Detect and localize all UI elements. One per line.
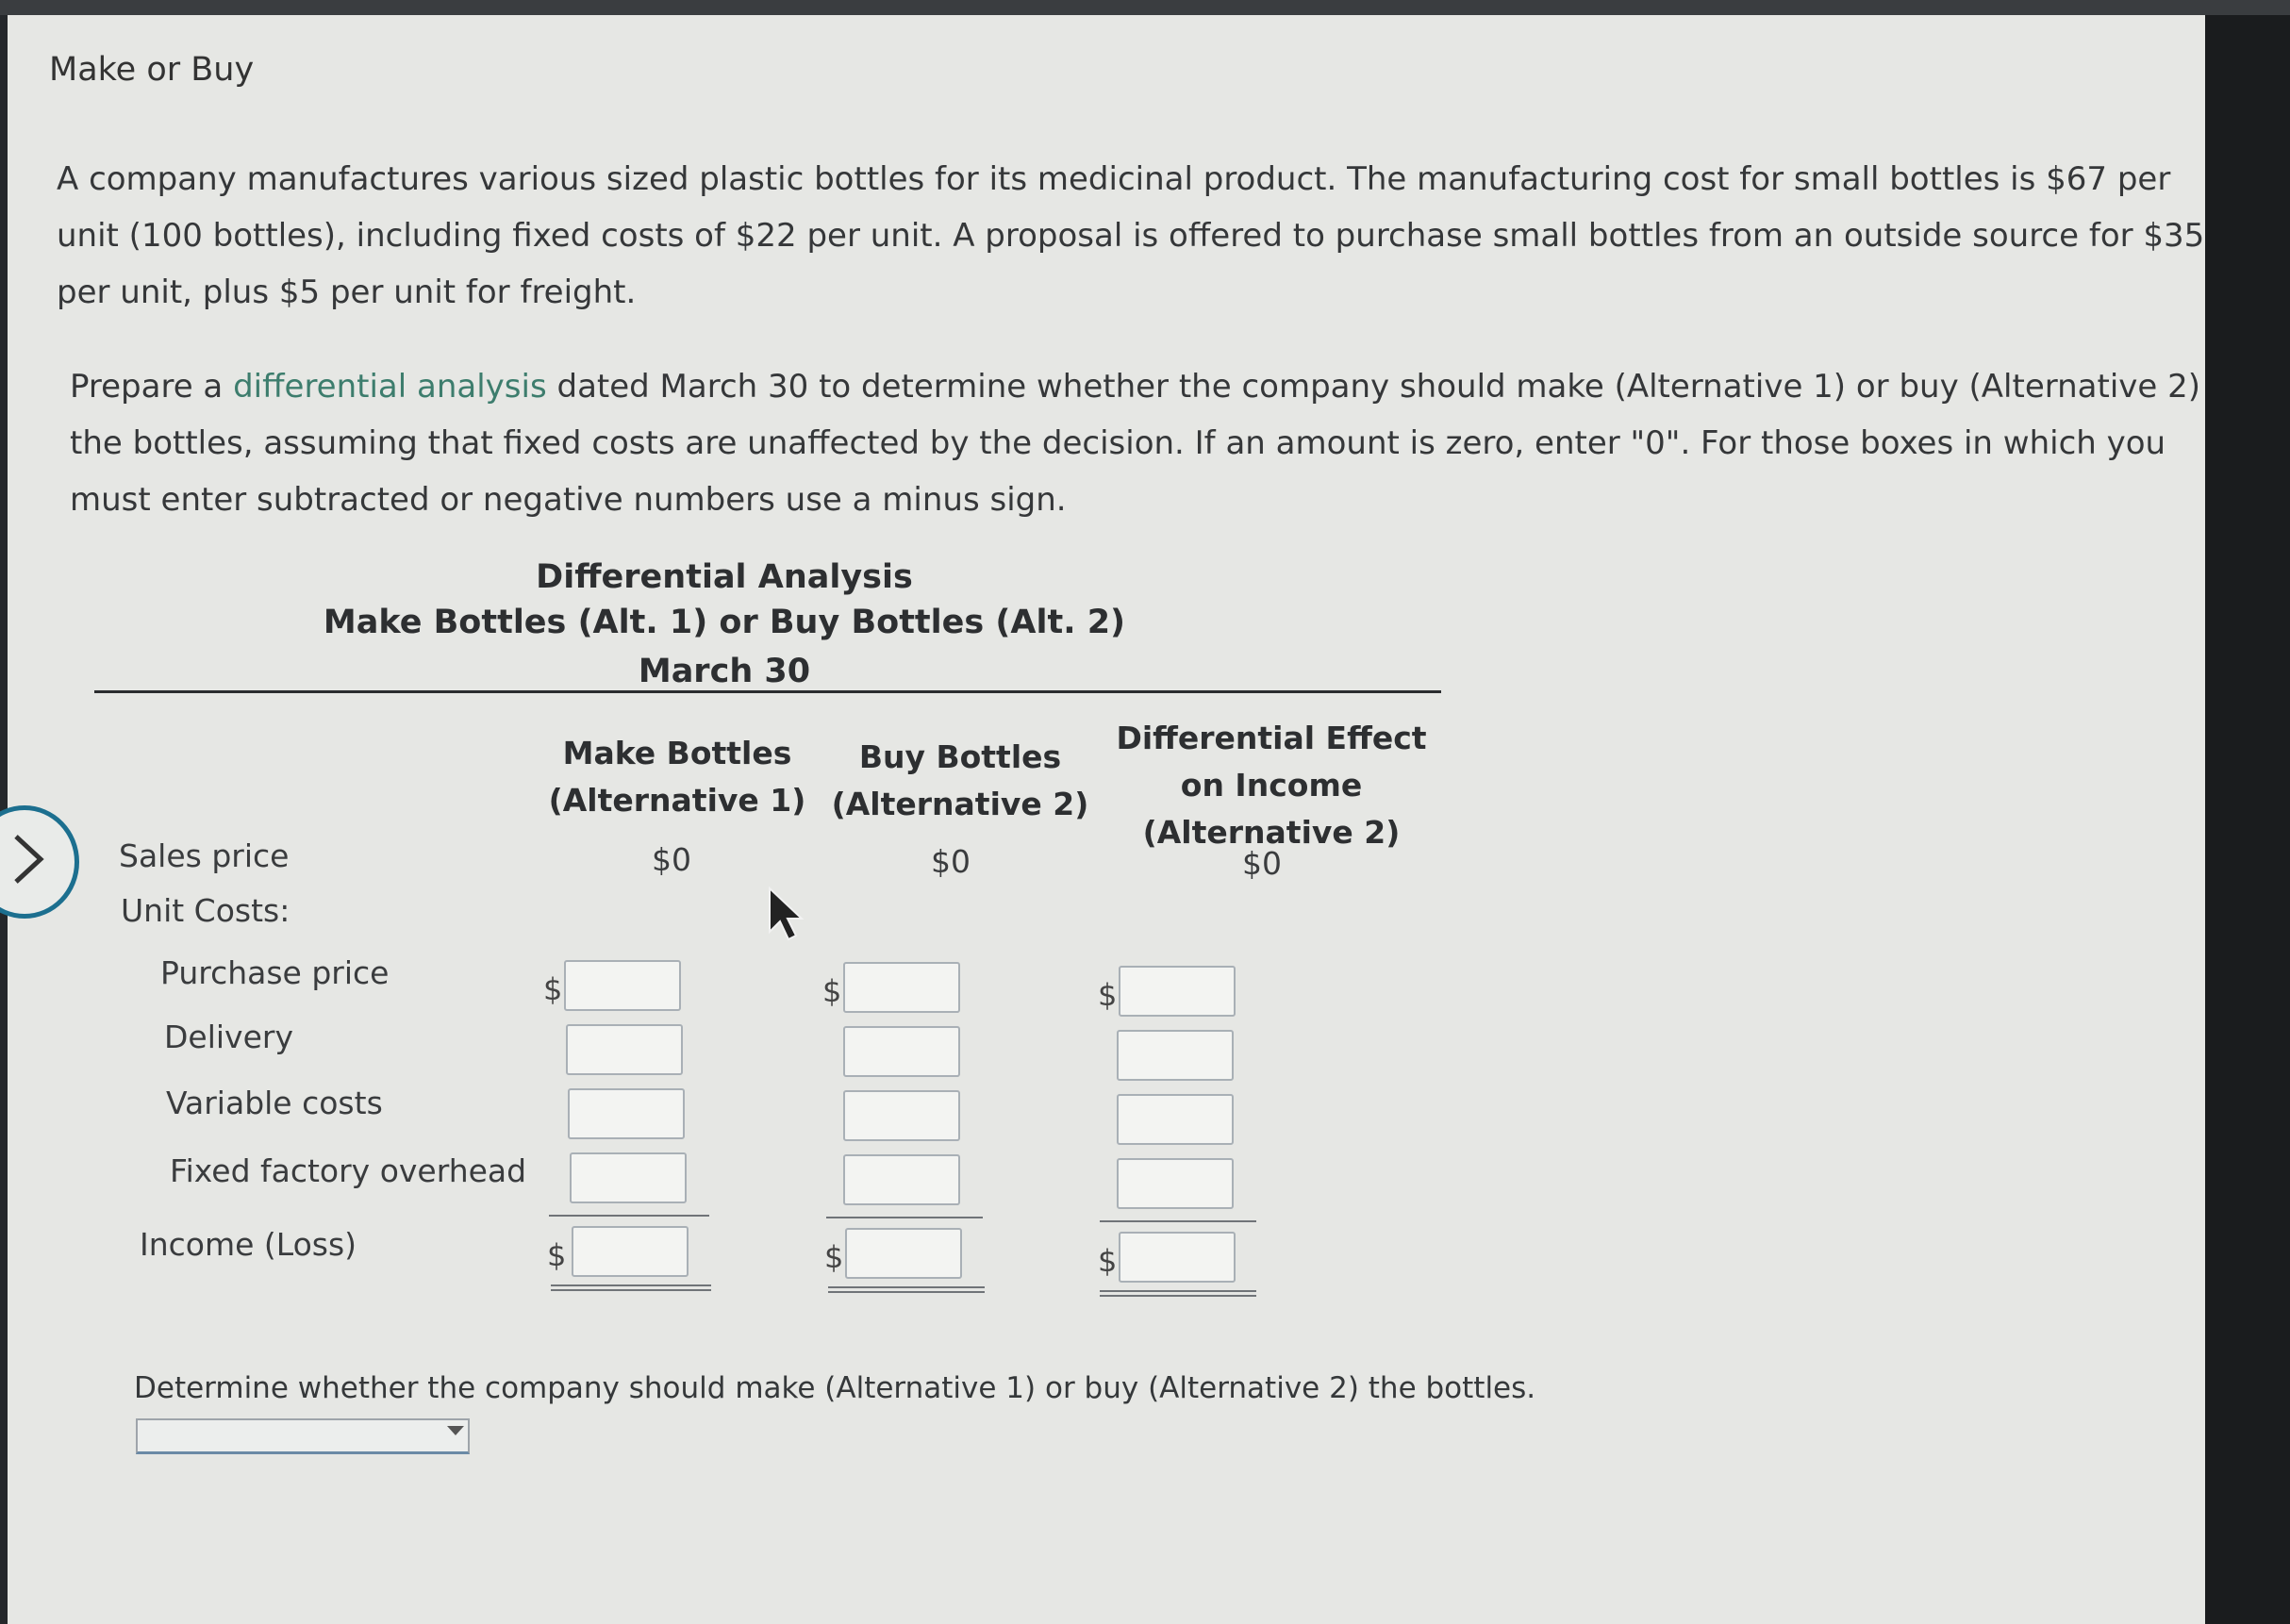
mouse-cursor-icon [768, 887, 805, 943]
chevron-right-icon [12, 831, 46, 887]
analysis-date: March 30 [638, 653, 811, 690]
heading-divider [94, 690, 1441, 693]
sales-price-buy: $0 [931, 843, 971, 880]
row-label-purchase-price: Purchase price [160, 954, 390, 991]
subtotal-line [1100, 1220, 1256, 1222]
income-loss-differential-input[interactable] [1119, 1232, 1236, 1283]
dollar-sign: $ [547, 1237, 567, 1273]
instructions-text-start: Prepare a [70, 368, 234, 406]
delivery-buy-input[interactable] [843, 1026, 960, 1077]
purchase-price-make-input[interactable] [564, 960, 681, 1011]
dollar-sign: $ [824, 1239, 844, 1275]
chevron-down-icon[interactable] [447, 1426, 464, 1435]
differential-analysis-link[interactable]: differential analysis [233, 368, 547, 406]
income-loss-make-input[interactable] [572, 1226, 689, 1277]
dollar-sign: $ [822, 973, 842, 1009]
delivery-differential-input[interactable] [1117, 1030, 1234, 1081]
purchase-price-differential-input[interactable] [1119, 966, 1236, 1017]
row-label-variable-costs: Variable costs [166, 1085, 383, 1121]
column-header-diff-alt: (Alternative 2) [1142, 814, 1401, 851]
variable-costs-buy-input[interactable] [843, 1090, 960, 1141]
fixed-overhead-differential-input[interactable] [1117, 1158, 1234, 1209]
dollar-sign: $ [1098, 1243, 1118, 1279]
total-double-line [828, 1286, 985, 1293]
row-label-unit-costs: Unit Costs: [121, 892, 290, 929]
variable-costs-make-input[interactable] [568, 1088, 685, 1139]
dollar-sign: $ [1098, 977, 1118, 1013]
delivery-make-input[interactable] [566, 1024, 683, 1075]
row-label-fixed-overhead: Fixed factory overhead [170, 1152, 527, 1189]
fixed-overhead-buy-input[interactable] [843, 1154, 960, 1205]
variable-costs-differential-input[interactable] [1117, 1094, 1234, 1145]
income-loss-buy-input[interactable] [845, 1228, 962, 1279]
column-header-make [536, 730, 819, 824]
decision-question: Determine whether the company should make (Alternative 1) or buy (Alternative 2) the bottles. [134, 1371, 1536, 1405]
top-bezel [0, 0, 2290, 15]
column-header-diff-title: Differential Effect [1116, 720, 1427, 756]
analysis-heading: Differential Analysis [536, 558, 913, 596]
right-bezel [2205, 15, 2290, 1624]
column-header-differential [1111, 715, 1432, 856]
subtotal-line [826, 1217, 983, 1218]
sales-price-differential: $0 [1242, 845, 1282, 882]
column-header-make-title: Make Bottles [562, 735, 792, 771]
column-header-make-alt: (Alternative 1) [548, 782, 806, 819]
page-title: Make or Buy [49, 51, 255, 89]
sales-price-make: $0 [652, 841, 691, 878]
total-double-line [1100, 1290, 1256, 1297]
analysis-subheading: Make Bottles (Alt. 1) or Buy Bottles (Alt. 2) [323, 604, 1126, 641]
purchase-price-buy-input[interactable] [843, 962, 960, 1013]
column-header-diff-sub: on Income [1180, 767, 1363, 804]
column-header-buy-title: Buy Bottles [858, 738, 1062, 775]
row-label-delivery: Delivery [164, 1019, 293, 1055]
total-double-line [551, 1284, 711, 1291]
decision-dropdown[interactable] [136, 1418, 470, 1454]
column-header-buy [819, 734, 1102, 828]
fixed-overhead-make-input[interactable] [570, 1152, 687, 1203]
dollar-sign: $ [543, 971, 563, 1007]
row-label-sales-price: Sales price [119, 837, 290, 874]
row-label-income-loss: Income (Loss) [140, 1226, 357, 1263]
column-header-buy-alt: (Alternative 2) [831, 786, 1089, 822]
instructions [70, 358, 2230, 528]
problem-statement: A company manufactures various sized plastic bottles for its medicinal product. The manufacturing cost for small bottles is $67 per unit (100 bottles), including fixed costs of $22 per unit. A proposal is offered to purchase small bottles from an outside source for $35 per unit, plus $5 per unit for freight. [57, 160, 2205, 311]
question-panel [8, 15, 2205, 1624]
subtotal-line [549, 1215, 709, 1217]
instructions-text-rest: dated March 30 to determine whether the company should make (Alternative 1) or buy (Alternative 2) the bottles, assuming that fixed costs are unaffected by the decision. If an amount is zero, enter "0". For those boxes in which you must enter subtracted or negative numbers use a minus sign. [70, 368, 2201, 519]
side-panel-toggle[interactable] [0, 805, 79, 919]
